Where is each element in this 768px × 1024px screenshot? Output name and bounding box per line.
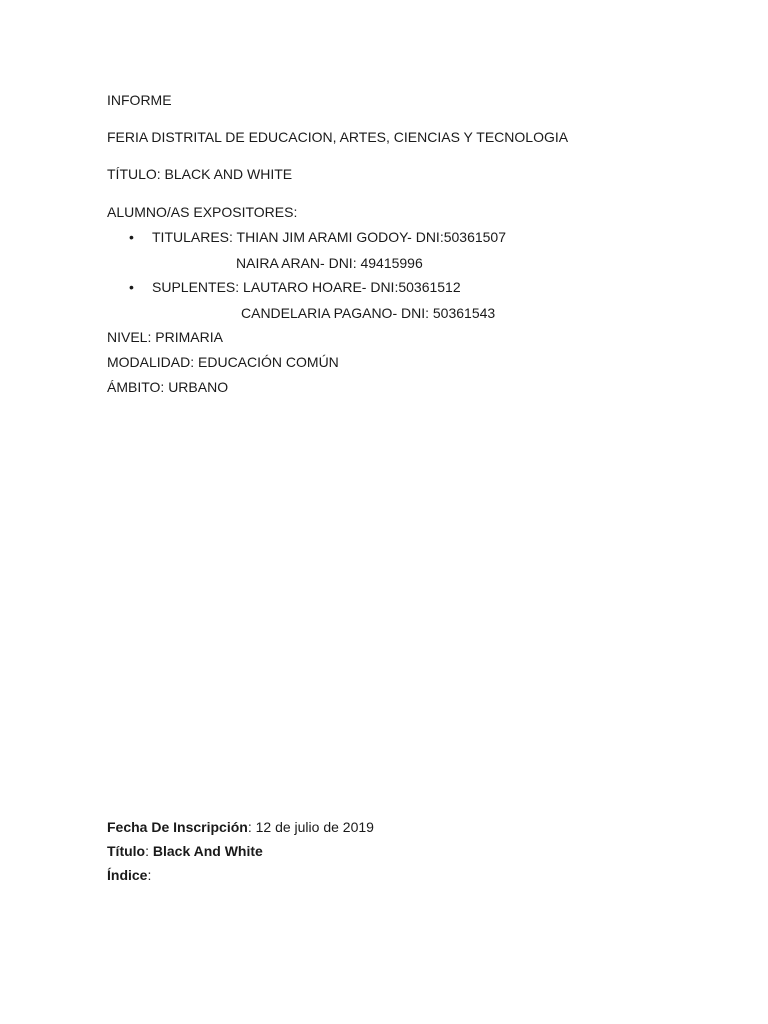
- suplentes-text: SUPLENTES: LAUTARO HOARE- DNI:50361512: [152, 279, 461, 295]
- fecha-inscripcion-line: [107, 818, 374, 836]
- fecha-label: Fecha De Inscripción: [107, 819, 248, 835]
- ambito-line: ÁMBITO: URBANO: [107, 379, 229, 395]
- titulo-separator: :: [145, 843, 153, 859]
- titulares-list-item: [129, 228, 506, 246]
- titulo-line: [107, 842, 263, 860]
- titulares-second-name: NAIRA ARAN- DNI: 49415996: [236, 255, 423, 271]
- report-heading: INFORME: [107, 92, 172, 108]
- suplentes-second-name: CANDELARIA PAGANO- DNI: 50361543: [241, 305, 496, 321]
- fecha-separator: :: [247, 819, 256, 835]
- event-name: FERIA DISTRITAL DE EDUCACION, ARTES, CIENCIAS Y TECNOLOGIA: [107, 129, 569, 145]
- bullet-icon: •: [129, 279, 134, 295]
- modalidad-line: MODALIDAD: EDUCACIÓN COMÚN: [107, 354, 339, 370]
- titulo-label: Título: [107, 843, 146, 859]
- fecha-value: 12 de julio de 2019: [255, 819, 374, 835]
- indice-separator: :: [147, 867, 152, 883]
- bullet-icon: •: [129, 229, 134, 245]
- students-label: ALUMNO/AS EXPOSITORES:: [107, 204, 298, 220]
- nivel-line: NIVEL: PRIMARIA: [107, 329, 223, 345]
- indice-label: Índice: [107, 867, 148, 883]
- titulares-text: TITULARES: THIAN JIM ARAMI GODOY- DNI:50361507: [152, 229, 506, 245]
- titulo-value: Black And White: [152, 843, 263, 859]
- indice-line: [107, 866, 151, 884]
- suplentes-list-item: [129, 278, 461, 296]
- project-title-line: TÍTULO: BLACK AND WHITE: [107, 166, 293, 182]
